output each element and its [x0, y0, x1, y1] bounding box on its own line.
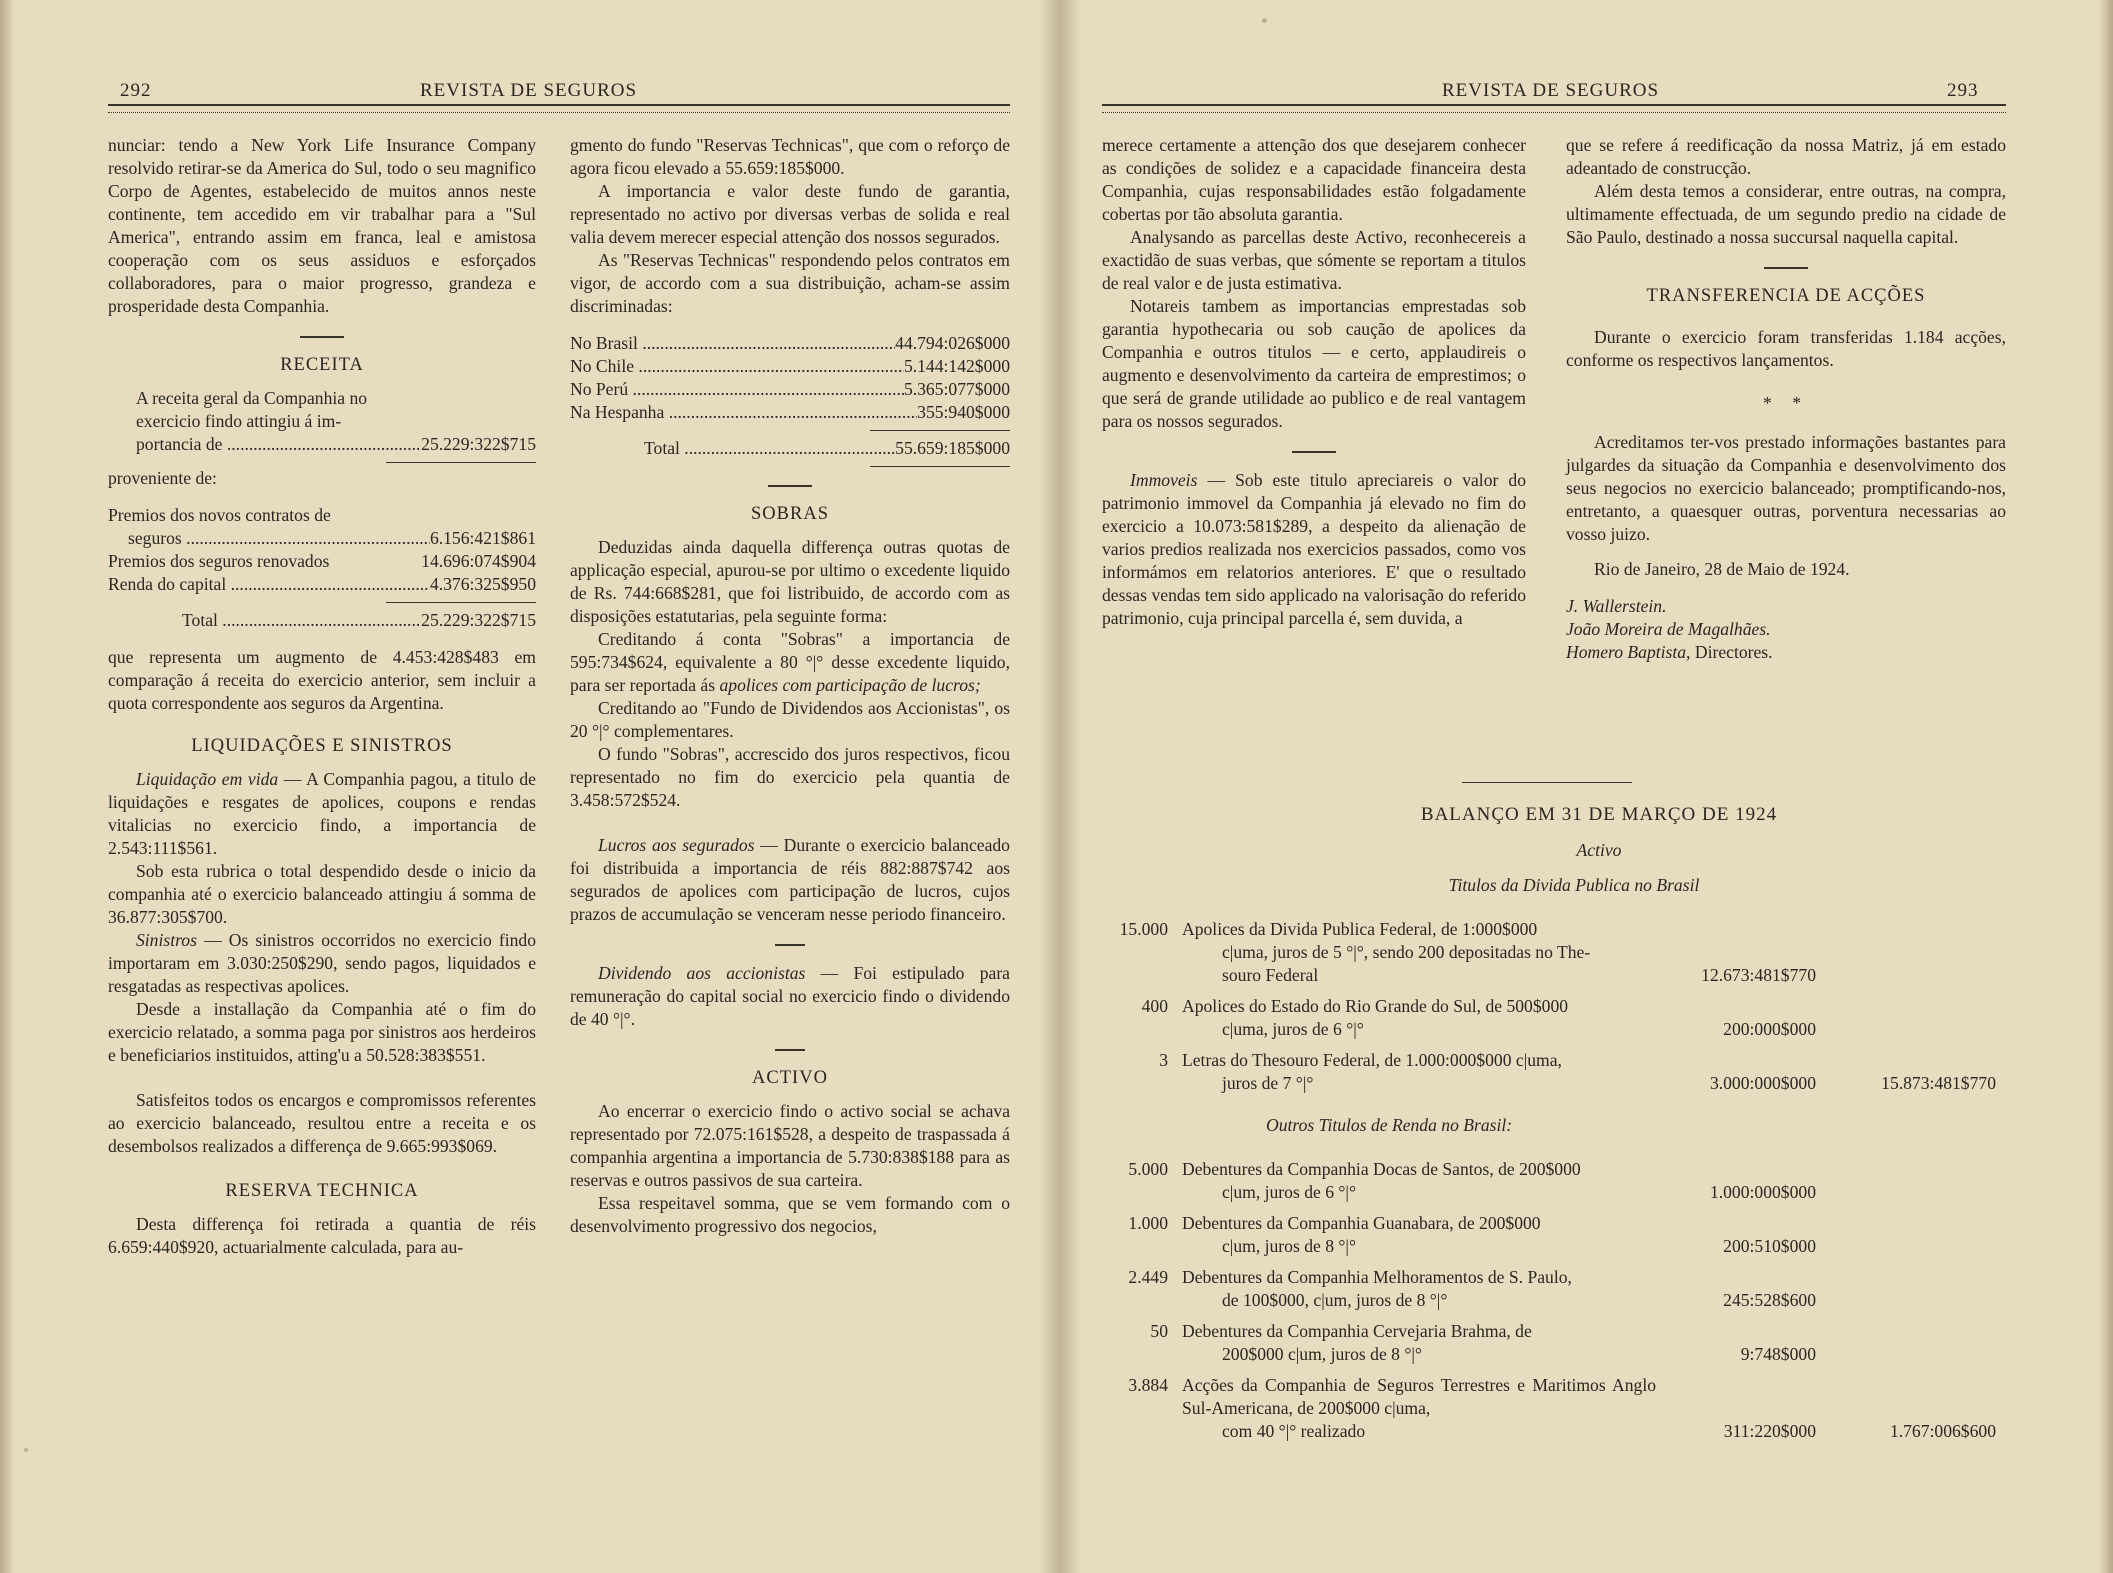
fundo-sobras-paragraph: O fundo "Sobras", accrescido dos juros respectivos, ficou representado no fim do exercicio pela quantia de 3.458:572$524. — [570, 744, 1010, 810]
description-cell — [1182, 1320, 1656, 1366]
right-page — [1062, 0, 2113, 1573]
receita-label: portancia de ..... — [136, 433, 421, 456]
total-label: Total ..... — [644, 437, 895, 460]
dividendo-title: Dividendo aos accionistas — [598, 963, 806, 983]
description-line: souro Federal — [1222, 965, 1319, 985]
receita-text: A receita geral da Companhia no — [136, 388, 368, 408]
section-heading-reserva: RESERVA TECHNICA — [225, 1181, 419, 1201]
liquidacao-text: — A Companhia pagou, a titulo de liquidações e resgates de apolices, coupons e rendas vitalicias no exercicio findo, a importancia de 2.543:111$561. — [108, 769, 536, 858]
description-line: 200$000 c|um, juros de 8 °|° — [1222, 1344, 1422, 1364]
description-line: Letras do Thesouro Federal, de 1.000:000$000 c|uma, — [1182, 1050, 1562, 1070]
activo-paragraph: Ao encerrar o exercicio findo o activo social se achava representado por 72.075:161$528, a despeito de traspassada á companhia argentina a importancia de 5.730:838$188 para as reservas e outros passivos de sua carteira. — [570, 1101, 1010, 1190]
reservas-paragraph: gmento do fundo "Reservas Technicas", que com o reforço de agora ficou elevado a 55.659:185$000. — [570, 135, 1010, 178]
reservas-table — [570, 332, 1010, 467]
row-value: 4.376:325$950 — [429, 574, 536, 594]
activo-paragraph-2: Essa respeitavel somma, que se vem formando com o desenvolvimento progressivo dos negocios, — [570, 1193, 1010, 1236]
right-column-1 — [1102, 134, 1526, 630]
value-cell: 12.673:481$770 — [1701, 965, 1816, 985]
receita-value: 25.229:322$715 — [421, 434, 536, 454]
premios-novos-label: Premios dos novos contratos de — [108, 505, 331, 525]
quantity-cell: 15.000 — [1119, 919, 1168, 939]
row-value: 5.144:142$000 — [903, 356, 1010, 376]
total-cell: 15.873:481$770 — [1881, 1073, 1996, 1093]
divider — [1764, 267, 1808, 269]
sum-rule — [386, 602, 536, 603]
description-cell — [1182, 1266, 1656, 1312]
total-row — [108, 609, 536, 632]
row-value: 14.696:074$904 — [421, 551, 536, 571]
row-label: Na Hespanha ..... — [570, 401, 917, 424]
lucros-text: — Durante o exercicio balanceado foi distribuida a importancia de réis 882:887$742 aos segurados de apolices com participação de lucros, cujos prazos de accumulação se venceram nesse periodo financeiro. — [570, 835, 1010, 924]
dividendo-paragraph — [570, 962, 1010, 1031]
reserva-paragraph: Desta differença foi retirada a quantia de réis 6.659:440$920, actuarialmente calculada, para au- — [108, 1214, 536, 1257]
table-row — [570, 355, 1010, 378]
value-cell: 245:528$600 — [1723, 1290, 1816, 1310]
description-line: com 40 °|° realizado — [1222, 1421, 1366, 1441]
analysando-paragraph: Analysando as parcellas deste Activo, reconhecereis a exactidão de suas verbas, que sómente se reportam a titulos de real valor e de justa estimativa. — [1102, 227, 1526, 293]
quantity-cell: 3 — [1159, 1050, 1168, 1070]
balanco-title: BALANÇO EM 31 DE MARÇO DE 1924 — [1420, 804, 1778, 825]
augmento-paragraph: que representa um augmento de 4.453:428$483 em comparação á receita do exercicio anterior, sem incluir a quota correspondente aos seguros da Argentina. — [108, 647, 536, 713]
table-row — [1102, 1266, 2006, 1312]
description-line: Debentures da Companhia Cervejaria Brahma, de — [1182, 1321, 1532, 1341]
lucros-title: Lucros aos segurados — [598, 835, 755, 855]
immoveis-title: Immoveis — [1130, 470, 1198, 490]
table-row — [1102, 918, 2006, 987]
quantity-cell: 2.449 — [1128, 1267, 1168, 1287]
description-cell — [1182, 995, 1656, 1041]
transferencia-paragraph: Durante o exercicio foram transferidas 1.184 acções, conforme os respectivos lançamentos. — [1566, 327, 2006, 370]
running-head: REVISTA DE SEGUROS — [1442, 80, 1660, 101]
lucros-paragraph — [570, 834, 1010, 926]
acreditamos-paragraph: Acreditamos ter-vos prestado informações bastantes para julgardes da situação da Companhia e desenvolvimento dos seus negocios no exercicio balanceado; promptificando-nos, entretanto, a quaesquer outras, porventura necessarias ao vosso juizo. — [1566, 432, 2006, 544]
table-row — [108, 527, 536, 550]
row-label: Renda do capital ..... — [108, 573, 430, 596]
description-line: Acções da Companhia de Seguros Terrestres e Maritimos Anglo Sul-Americana, de 200$000 c|uma, — [1182, 1375, 1656, 1418]
description-cell — [1182, 1158, 1656, 1204]
description-line: Debentures da Companhia Melhoramentos de S. Paulo, — [1182, 1267, 1572, 1287]
value-cell: 200:000$000 — [1723, 1019, 1816, 1039]
running-head: REVISTA DE SEGUROS — [420, 80, 638, 101]
left-page — [0, 0, 1050, 1573]
description-line: juros de 7 °|° — [1222, 1073, 1314, 1093]
page-number: 292 — [120, 80, 152, 101]
intro-paragraph: nunciar: tendo a New York Life Insurance Company resolvido retirar-se da America do Sul, todo o seu magnifico Corpo de Agentes, estabelecido de muitos annos neste continente, tem accedido em vir trabalhar para a "Sul America", entrando assim em franca, leal e amistosa cooperação com os seus assiduos e esforçados collaboradores, para o maior progresso, grandeza e prosperidade desta Companhia. — [108, 135, 536, 316]
row-value: 355:940$000 — [917, 402, 1010, 422]
sum-rule — [870, 466, 1010, 467]
total-value: 25.229:322$715 — [421, 610, 536, 630]
dividendo-text: — Foi estipulado para remuneração do capital social no exercicio findo o dividendo de 40 °|°. — [570, 963, 1010, 1029]
row-value: 5.365:077$000 — [903, 379, 1010, 399]
value-cell: 3.000:000$000 — [1709, 1073, 1816, 1093]
table-row — [1102, 995, 2006, 1041]
proveniente-text: proveniente de: — [108, 468, 217, 488]
row-label: seguros ..... — [128, 527, 430, 550]
row-value: 44.794:026$000 — [895, 333, 1010, 353]
total-label: Total ..... — [182, 609, 421, 632]
description-line: Apolices da Divida Publica Federal, de 1:000$000 — [1182, 919, 1538, 939]
description-line: Debentures da Companhia Guanabara, de 200$000 — [1182, 1213, 1541, 1233]
value-cell: 1.000:000$000 — [1709, 1182, 1816, 1202]
liquidacao-paragraph — [108, 768, 536, 860]
table-row — [108, 573, 536, 596]
table-row — [108, 550, 536, 573]
notareis-paragraph: Notareis tambem as importancias emprestadas sob garantia hypothecaria ou sob caução de apolices da Companhia e outros titulos — e certo, applaudireis o augmento e desenvolvimento da carteira de emprestimos; o que será de grande utilidade ao publico e de real vantagem para os nossos segurados. — [1102, 296, 1526, 431]
reedificacao-paragraph: que se refere á reedificação da nossa Matriz, já em estado adeantado de construcção. — [1566, 135, 2006, 178]
left-column-2 — [570, 134, 1010, 1238]
quantity-cell: 3.884 — [1128, 1375, 1168, 1395]
section-heading-liquidacoes: LIQUIDAÇÕES E SINISTROS — [191, 736, 453, 756]
value-cell: 311:220$000 — [1723, 1421, 1816, 1441]
description-cell — [1182, 918, 1656, 987]
signature-role: Directores. — [1694, 642, 1773, 662]
sinistros-text: — Os sinistros occorridos no exercicio findo importaram em 3.030:250$290, sendo pagos, liquidados e resgatadas as respectivas apolices. — [108, 930, 536, 996]
merece-paragraph: merece certamente a attenção dos que desejarem conhecer as condições de solidez e a capacidade financeira desta Companhia, cujas responsabilidades estão folgadamente cobertas por tão absoluta garantia. — [1102, 135, 1526, 224]
balanco-table-1 — [1102, 918, 2006, 1095]
discriminadas-paragraph: As "Reservas Technicas" respondendo pelos contratos em vigor, de accordo com a sua distribuição, acham-se assim discriminadas: — [570, 250, 1010, 316]
total-value: 55.659:185$000 — [895, 438, 1010, 458]
creditando-paragraph — [570, 628, 1010, 697]
divider — [300, 336, 344, 338]
garantia-paragraph: A importancia e valor deste fundo de garantia, representado no activo por diversas verbas de solida e real valia devem merecer especial attenção dos nossos segurados. — [570, 181, 1010, 247]
date-line: Rio de Janeiro, 28 de Maio de 1924. — [1594, 559, 1850, 579]
section-heading-activo: ACTIVO — [752, 1068, 828, 1088]
page-number: 293 — [1947, 80, 1979, 101]
table-row — [570, 378, 1010, 401]
sinistros-title: Sinistros — [136, 930, 197, 950]
balanco-table-2 — [1102, 1158, 2006, 1443]
desde-paragraph: Desde a installação da Companhia até o fim do exercicio relatado, a somma paga por sinistros aos herdeiros e beneficiarios instituidos, atting'u a 50.528:383$551. — [108, 999, 536, 1065]
total-row — [570, 437, 1010, 460]
signature: João Moreira de Magalhães. — [1566, 619, 1771, 639]
section-heading-sobras: SOBRAS — [751, 504, 829, 524]
sum-rule — [870, 430, 1010, 431]
row-label: No Chile ..... — [570, 355, 904, 378]
description-cell — [1182, 1049, 1656, 1095]
divider — [1462, 782, 1632, 783]
description-line: de 100$000, c|um, juros de 8 °|° — [1222, 1290, 1448, 1310]
divider — [775, 944, 805, 946]
row-label: No Brasil ..... — [570, 332, 895, 355]
quantity-cell: 1.000 — [1128, 1213, 1168, 1233]
signature: Homero Baptista, — [1566, 642, 1691, 662]
divider — [775, 1049, 805, 1051]
section-heading-transferencia: TRANSFERENCIA DE ACÇÕES — [1646, 286, 1926, 306]
value-cell: 200:510$000 — [1723, 1236, 1816, 1256]
left-column-1 — [108, 134, 536, 1259]
total-cell: 1.767:006$600 — [1889, 1421, 1996, 1441]
value-cell: 9:748$000 — [1740, 1344, 1816, 1364]
activo-subtitle: Activo — [1576, 840, 1622, 860]
table-row — [1102, 1320, 2006, 1366]
description-line: c|uma, juros de 6 °|° — [1222, 1019, 1364, 1039]
header-rule — [108, 104, 1010, 113]
row-value: 6.156:421$861 — [429, 528, 536, 548]
satisfeitos-paragraph: Satisfeitos todos os encargos e compromissos referentes ao exercicio balanceado, resultou entre a receita e os desembolsos realizados a differença de 9.665:993$069. — [108, 1090, 536, 1156]
quantity-cell: 5.000 — [1128, 1159, 1168, 1179]
description-line: c|uma, juros de 5 °|°, sendo 200 depositadas no The- — [1222, 942, 1591, 962]
description-cell — [1182, 1212, 1656, 1258]
table-row — [1102, 1049, 2006, 1095]
description-cell — [1182, 1374, 1656, 1443]
rubrica-paragraph: Sob esta rubrica o total despendido desde o inicio da companhia até o exercicio balanceado attingiu á somma de 36.877:305$700. — [108, 861, 536, 927]
divider — [768, 485, 812, 487]
quantity-cell: 50 — [1150, 1321, 1168, 1341]
immoveis-paragraph — [1102, 469, 1526, 630]
table-row — [1102, 1158, 2006, 1204]
description-line: c|um, juros de 8 °|° — [1222, 1236, 1356, 1256]
signature: J. Wallerstein. — [1566, 596, 1667, 616]
sum-rule — [386, 462, 536, 463]
fundo-dividendos-paragraph: Creditando ao "Fundo de Dividendos aos Accionistas", os 20 °|° complementares. — [570, 698, 1010, 741]
description-line: Apolices do Estado do Rio Grande do Sul, de 500$000 — [1182, 996, 1569, 1016]
quantity-cell: 400 — [1141, 996, 1168, 1016]
table-row — [1102, 1374, 2006, 1443]
table-row — [1102, 1212, 2006, 1258]
right-column-2 — [1566, 134, 2006, 664]
header-rule — [1102, 104, 2006, 113]
creditando-italic: apolices com participação de lucros; — [719, 675, 981, 695]
section-heading-receita: RECEITA — [280, 355, 364, 375]
row-label: Premios dos seguros renovados — [108, 551, 330, 571]
balanco-section — [1102, 804, 2006, 1451]
sinistros-paragraph — [108, 929, 536, 998]
predio-paragraph: Além desta temos a considerar, entre outras, na compra, ultimamente effectuada, de um segundo predio na cidade de São Paulo, destinado a nossa succursal naquella capital. — [1566, 181, 2006, 247]
row-label: No Perú ..... — [570, 378, 904, 401]
sobras-paragraph: Deduzidas ainda daquella differença outras quotas de applicação especial, apurou-se por ultimo o excedente liquido de Rs. 744:668$281, que foi listribuido, de accordo com as disposições estatutarias, pela seguinte forma: — [570, 537, 1010, 626]
table-row — [570, 401, 1010, 424]
divider — [1292, 451, 1336, 453]
asterism: * * — [1763, 393, 1809, 413]
section-title: Outros Titulos de Renda no Brasil: — [1266, 1115, 1513, 1135]
section-title: Titulos da Divida Publica no Brasil — [1448, 875, 1700, 895]
liquidacao-title: Liquidação em vida — [136, 769, 279, 789]
description-line: c|um, juros de 6 °|° — [1222, 1182, 1356, 1202]
immoveis-text: — Sob este titulo apreciareis o valor do patrimonio immovel da Companhia já elevado no fim do exercicio a 10.073:581$289, a despeito da alienação de varios predios realizada nos exercicios passados, como vos informámos em relatorios anteriores. E' que o resultado dessas vendas tem sido applicado na valorisação do referido patrimonio, cuja principal parcella é, sem duvida, a — [1102, 470, 1526, 628]
description-line: Debentures da Companhia Docas de Santos, de 200$000 — [1182, 1159, 1581, 1179]
table-row — [570, 332, 1010, 355]
creditando-text: Creditando á conta "Sobras" a importancia de 595:734$624, equivalente a 80 °|° desse excedente liquido, para ser reportada ás — [570, 629, 1010, 695]
receita-total-row — [108, 433, 536, 456]
signature-line — [1566, 641, 2006, 664]
receita-text: exercicio findo attingiu á im- — [136, 411, 342, 431]
